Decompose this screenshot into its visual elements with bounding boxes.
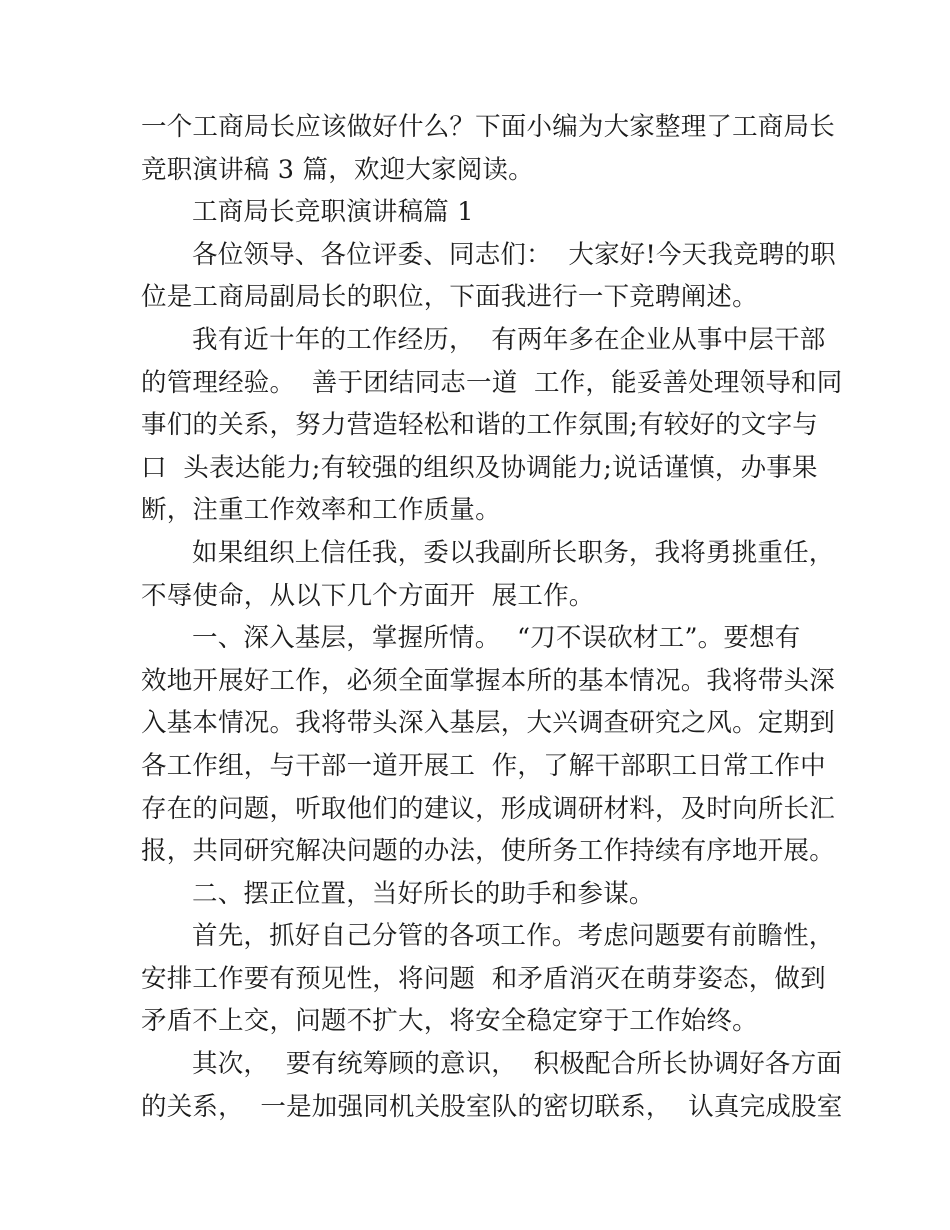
section-heading: 工商局长竞职演讲稿篇 1 <box>192 197 474 228</box>
text-line: 如果组织上信任我，委以我副所长职务，我将勇挑重任， <box>192 537 835 568</box>
document-body <box>141 106 843 1128</box>
text-line: 首先，抓好自己分管的各项工作。考虑问题要有前瞻性， <box>192 921 835 952</box>
text-line: 各工作组，与干部一道开展工 作，了解干部职工日常工作中 <box>141 750 826 781</box>
text-line: 位是工商局副局长的职位，下面我进行一下竞聘阐述。 <box>141 282 758 313</box>
text-line: 报，共同研究解决问题的办法，使所务工作持续有序地开展。 <box>141 836 835 867</box>
text-line: 口 头表达能力;有较强的组织及协调能力;说话谨慎，办事果 <box>141 452 818 483</box>
text-line: 入基本情况。我将带头深入基层，大兴调查研究之风。定期到 <box>141 708 835 739</box>
text-line: 各位领导、各位评委、同志们： 大家好!今天我竞聘的职 <box>192 239 836 270</box>
text-line: 一个工商局长应该做好什么？下面小编为大家整理了工商局长 <box>141 112 835 142</box>
text-line: 效地开展好工作，必须全面掌握本所的基本情况。我将带头深 <box>141 665 835 696</box>
text-line: 不辱使命，从以下几个方面开 展工作。 <box>141 580 595 611</box>
text-line: 我有近十年的工作经历， 有两年多在企业从事中层干部 <box>192 324 826 355</box>
text-line: 的关系， 一是加强同机关股室队的密切联系， 认真完成股室 <box>141 1091 843 1122</box>
text-line: 二、摆正位置，当好所长的助手和参谋。 <box>192 878 655 909</box>
text-line: 竞职演讲稿 3 篇，欢迎大家阅读。 <box>141 154 534 185</box>
text-line: 断，注重工作效率和工作质量。 <box>141 495 501 526</box>
text-line: 矛盾不上交，问题不扩大，将安全稳定穿于工作始终。 <box>141 1006 758 1037</box>
text-line: 其次， 要有统筹顾的意识， 积极配合所长协调好各方面 <box>192 1049 843 1080</box>
text-line: 事们的关系，努力营造轻松和谐的工作氛围;有较好的文字与 <box>141 410 818 441</box>
text-line: 存在的问题，听取他们的建议，形成调研材料，及时向所长汇 <box>141 793 835 824</box>
text-line: 的管理经验。 善于团结同志一道 工作，能妥善处理领导和同 <box>141 367 843 398</box>
text-line: 一、深入基层，掌握所情。 “刀不误砍材工”。要想有 <box>192 623 801 654</box>
text-line: 安排工作要有预见性，将问题 和矛盾消灭在萌芽姿态，做到 <box>141 963 826 994</box>
